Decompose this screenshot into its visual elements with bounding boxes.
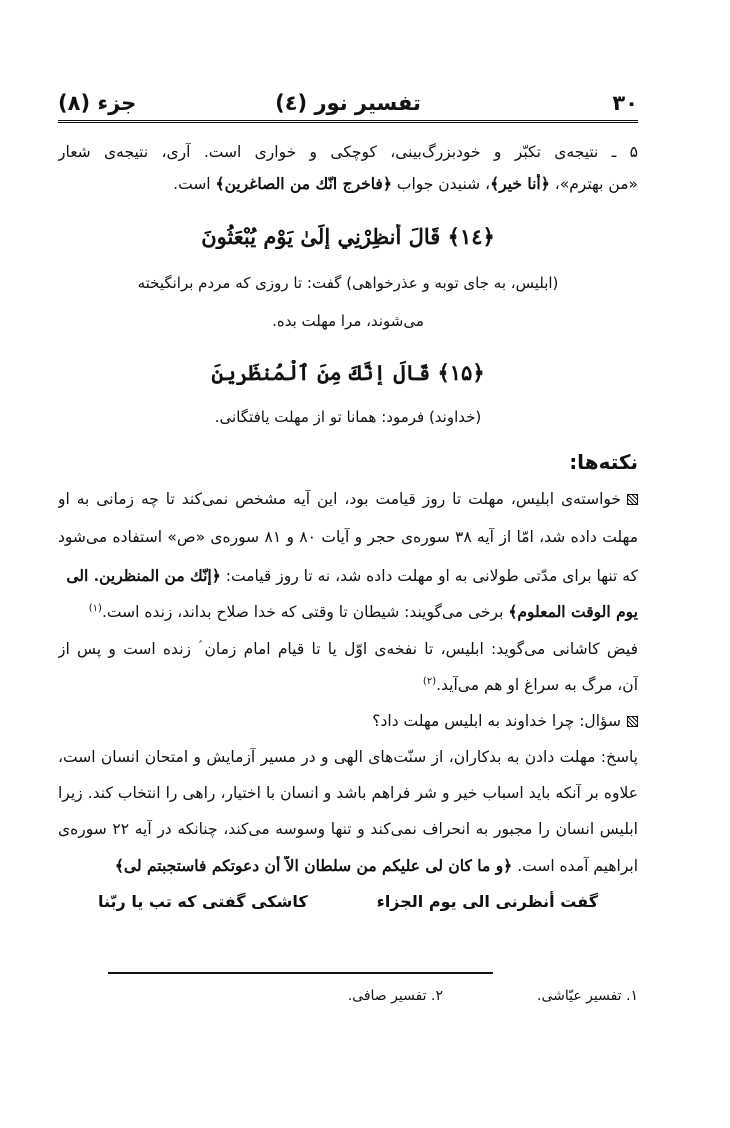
answer-line-2: علاوه بر آنکه باید اسباب خیر و شر فراهم باشد و انسان با اختیار، راهی را انتخاب کند. زیرا	[58, 784, 638, 802]
juz-label: جزء (۸)	[58, 91, 137, 115]
poem-hemistich-2: کاشکی گفتی که تب یا ربّنا	[98, 892, 308, 911]
intro-line-1: ۵ ـ نتیجه‌ی تکبّر و خودبزرگ‌بینی، کوچکی و خواری است. آری، نتیجه‌ی شعار	[58, 143, 638, 161]
footnote-1: ۱. تفسیر عیّاشی.	[537, 988, 638, 1004]
answer-line-1: پاسخ: مهلت دادن به بدکاران، از سنّت‌های الهی و در مسیر آزمایش و امتحان انسان است،	[58, 748, 638, 766]
answer-line-3: ابلیس انسان را مجبور به انحراف نمی‌کند و تنها وسوسه می‌کند، چنانکه در آیه ۲۲ سوره‌ی	[58, 820, 638, 838]
book-page	[58, 88, 638, 1088]
header-divider	[58, 120, 638, 123]
poem-hemistich-1: گفت أنظرنی الی یوم الجزاء	[376, 892, 598, 911]
note-1-line-4	[58, 602, 638, 621]
page-number: ۳۰	[612, 91, 638, 115]
book-title: تفسیر نور (٤)	[275, 91, 421, 115]
note-1-text-1: خواسته‌ی ابلیس، مهلت تا روز قیامت بود، این آیه مشخص نمی‌کند تا چه زمانی به او	[58, 490, 621, 508]
footnote-2: ۲. تفسیر صافی.	[347, 988, 443, 1004]
note-1-line-5: فیض کاشانی می‌گوید: ابلیس، تا نفخه‌ی اوّل یا تا قیام امام زمان ؑ زنده است و پس از	[58, 640, 638, 658]
intro-text-b: ، شنیدن جواب	[391, 175, 491, 193]
answer-line-4	[58, 856, 638, 875]
note-1-line-2: مهلت داده شد، امّا از آیه ۳۸ سوره‌ی حجر و آیات ۸۰ و ۸۱ سوره‌ی «ص» استفاده می‌شود	[58, 528, 638, 546]
running-header	[58, 88, 638, 118]
quote-yawm-al-waqt: یوم الوقت المعلوم﴾	[508, 602, 638, 621]
note-1-text-4: برخی می‌گویند: شیطان تا وقتی که خدا صلاح بداند، زنده است.	[101, 603, 509, 621]
verse-15-arabic: ﴿۱۵﴾ قَالَ إِنَّكَ مِنَ ٱلْمُنظَرِينَ	[211, 360, 485, 385]
footnote-divider	[108, 972, 493, 974]
bullet-square-icon	[627, 494, 638, 505]
quote-ibrahim-22: ﴿و ما کان لی علیکم من سلطان الاّ أن دعوتکم فاستجبتم لی﴾	[114, 856, 513, 875]
note-1-line-3	[58, 566, 638, 585]
quote-fakhruj: ﴿فاخرج انّك من الصاغرین﴾	[215, 174, 392, 193]
note-1-text-3: که تنها برای مدّتی طولانی به او مهلت داده شد، نه تا روز قیامت:	[220, 567, 638, 585]
note-1-line-1	[58, 490, 638, 508]
bullet-square-icon	[627, 716, 638, 727]
footnote-ref-1: (۱)	[88, 602, 102, 614]
note-1-text-6: آن، مرگ به سراغ او هم می‌آید.	[436, 676, 638, 695]
verse-15-translation: (خداوند) فرمود: همانا تو از مهلت یافتگانی.	[214, 408, 482, 426]
footnote-ref-2: (۲)	[422, 676, 437, 687]
intro-text-c: است.	[173, 175, 216, 193]
verse-14-translation-1: (ابلیس، به جای توبه و عذرخواهی) گفت: تا روزی که مردم برانگیخته	[137, 274, 559, 292]
answer-text-4: ابراهیم آمده است.	[512, 857, 638, 875]
question-line	[58, 712, 638, 730]
quote-innaka-min-al-munzarin: ﴿إنّك من المنظرین. الی	[66, 566, 221, 585]
question-text: سؤال: چرا خداوند به ابلیس مهلت داد؟	[372, 712, 621, 730]
intro-line-2	[58, 174, 638, 193]
verse-14-translation-2: می‌شوند، مرا مهلت بده.	[272, 312, 424, 330]
notes-heading: نکته‌ها:	[569, 450, 638, 474]
intro-text-a: «من بهترم»،	[549, 175, 638, 193]
note-1-line-6	[58, 676, 638, 694]
quote-ana-khayr: ﴿أنا خیر﴾	[490, 174, 550, 193]
verse-14-arabic: ﴿۱٤﴾ قَالَ أَنظِرْنِي إِلَىٰ يَوْمِ يُبْعَثُونَ	[201, 224, 495, 249]
